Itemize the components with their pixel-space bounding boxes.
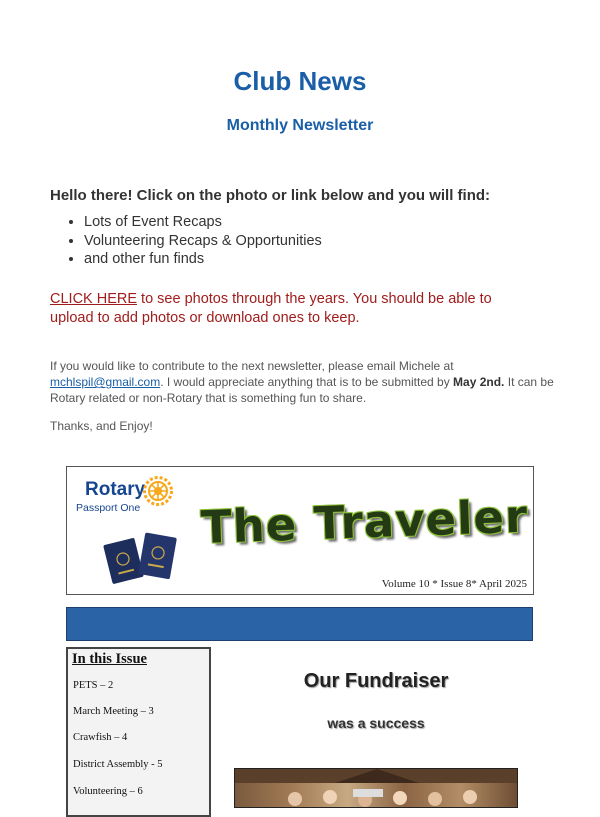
issue-item-volunteering: Volunteering – 6 xyxy=(73,786,143,797)
fundraiser-photo[interactable] xyxy=(234,768,518,808)
list-item: • and other fun finds xyxy=(84,250,322,269)
greeting-text: Hello there! Click on the photo or link below and you will find: xyxy=(50,187,491,204)
deadline-date: May 2nd. xyxy=(453,375,505,389)
closing-text: Thanks, and Enjoy! xyxy=(50,419,153,433)
contribute-paragraph xyxy=(50,358,555,406)
blue-divider-bar xyxy=(66,607,533,641)
volume-info: Volume 10 * Issue 8* April 2025 xyxy=(381,578,527,590)
issue-heading: In this Issue xyxy=(72,651,147,667)
list-item: • Lots of Event Recaps xyxy=(84,213,322,232)
group-photo-image xyxy=(235,769,518,808)
email-link[interactable]: mchlspil@gmail.com xyxy=(50,375,161,389)
fundraiser-title: Our Fundraiser xyxy=(303,670,449,692)
issue-item-pets: PETS – 2 xyxy=(73,680,114,691)
newsletter-title: Club News xyxy=(233,66,367,96)
rotary-wheel-icon xyxy=(141,474,175,508)
click-here-link[interactable]: CLICK HERE xyxy=(50,291,138,307)
list-item: • Volunteering Recaps & Opportunities xyxy=(84,232,322,251)
contribute-text-middle: . I would appreciate anything that is to be submitted by xyxy=(160,375,454,389)
issue-item-crawfish: Crawfish – 4 xyxy=(73,732,128,743)
highlights-list xyxy=(50,213,322,269)
fundraiser-subtitle: was a success xyxy=(327,715,425,731)
traveler-title: The Traveler xyxy=(200,489,529,554)
newsletter-subtitle: Monthly Newsletter xyxy=(226,117,374,134)
rotary-logo-text: Rotary xyxy=(85,479,146,500)
issue-item-district-assembly: District Assembly - 5 xyxy=(73,759,163,770)
rotary-club-name: Passport One xyxy=(76,502,141,514)
photos-link-description: to see photos through the years. You should be able to upload to add photos or download ones to keep. xyxy=(50,291,492,326)
issue-item-march-meeting: March Meeting – 3 xyxy=(73,706,154,717)
in-this-issue-box xyxy=(66,647,211,817)
photos-paragraph xyxy=(50,290,530,328)
contribute-text-after: It can be Rotary related or non-Rotary that is something fun to share. xyxy=(50,375,554,405)
contribute-text-before: If you would like to contribute to the next newsletter, please email Michele at xyxy=(50,359,454,373)
traveler-banner-image[interactable] xyxy=(66,466,534,595)
passport-icon xyxy=(103,529,183,587)
